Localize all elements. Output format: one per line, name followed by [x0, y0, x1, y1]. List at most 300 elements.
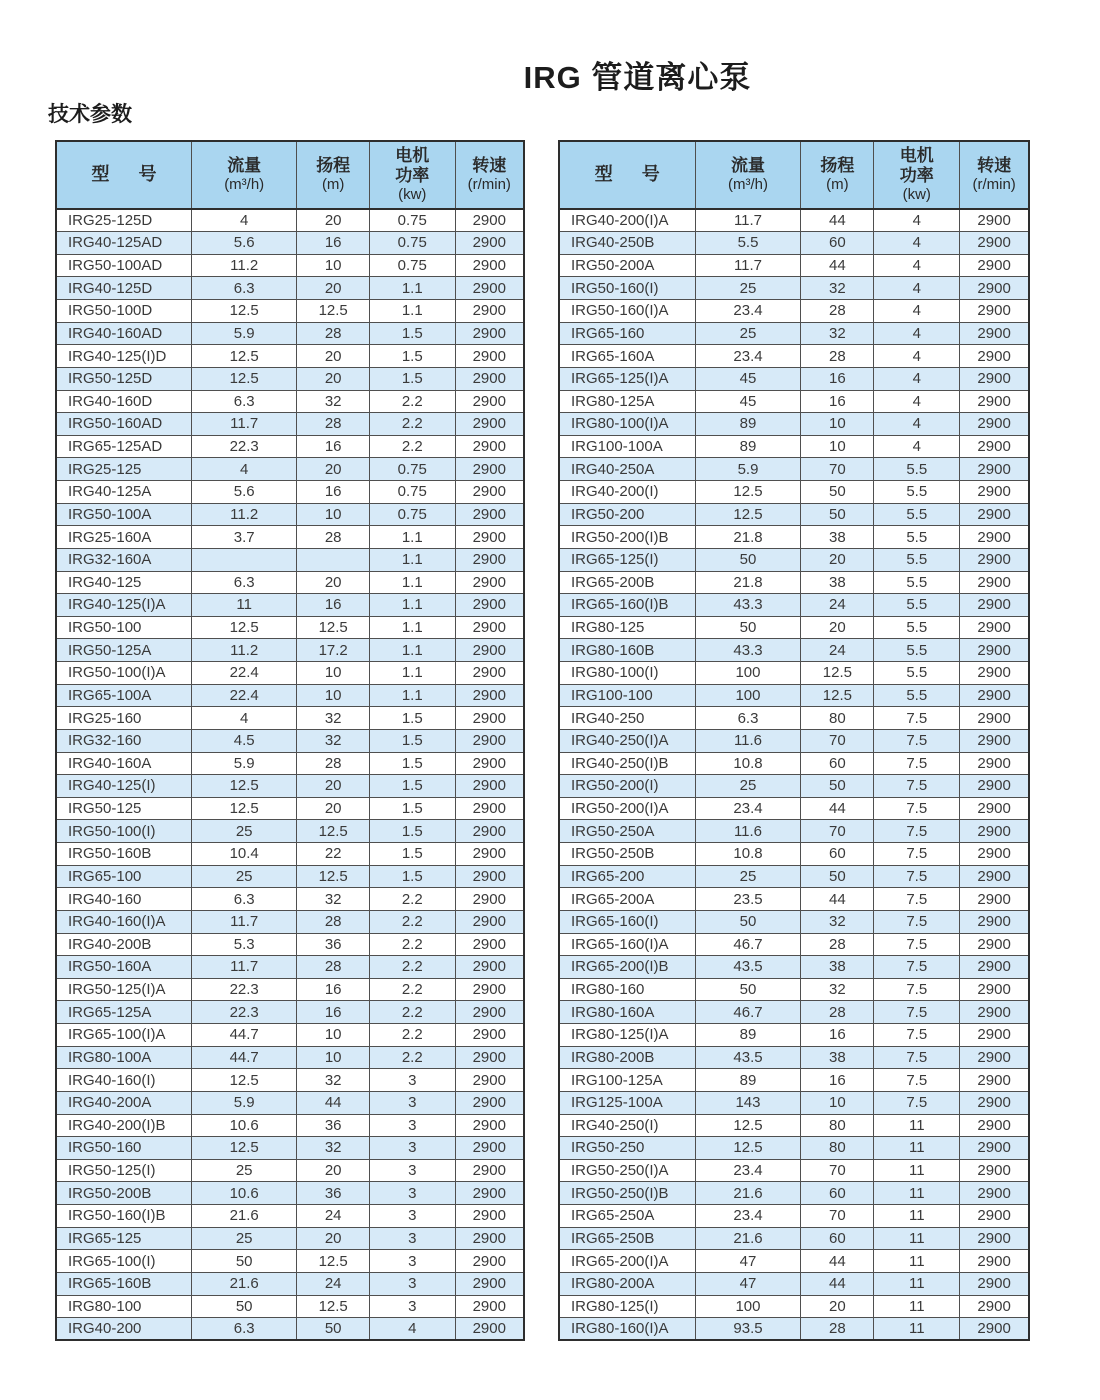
- model-cell: IRG40-250: [559, 707, 695, 730]
- power-cell: 7.5: [874, 1024, 960, 1047]
- speed-cell: 2900: [960, 752, 1029, 775]
- power-cell: 11: [874, 1205, 960, 1228]
- model-cell: IRG25-125D: [56, 209, 191, 232]
- power-cell: 1.5: [369, 345, 455, 368]
- model-cell: IRG50-160B: [56, 843, 191, 866]
- head-cell: 44: [801, 209, 874, 232]
- flow-cell: 3.7: [191, 526, 296, 549]
- model-cell: IRG40-250(I): [559, 1114, 695, 1137]
- table-row: [56, 956, 524, 979]
- model-cell: IRG80-100: [56, 1295, 191, 1318]
- table-row: [559, 752, 1029, 775]
- head-cell: 60: [801, 232, 874, 255]
- flow-cell: 4.5: [191, 729, 296, 752]
- power-cell: 4: [874, 209, 960, 232]
- model-cell: IRG50-100D: [56, 300, 191, 323]
- head-cell: 32: [297, 390, 370, 413]
- speed-cell: 2900: [960, 300, 1029, 323]
- flow-cell: 10.6: [191, 1114, 296, 1137]
- table-row: [559, 1295, 1029, 1318]
- table-row: [559, 1024, 1029, 1047]
- speed-cell: 2900: [455, 458, 524, 481]
- model-cell: IRG65-125A: [56, 1001, 191, 1024]
- flow-cell: 44.7: [191, 1046, 296, 1069]
- table-row: [559, 571, 1029, 594]
- section-heading: 技术参数: [48, 103, 132, 126]
- model-cell: IRG80-160: [559, 978, 695, 1001]
- model-cell: IRG50-160(I)A: [559, 300, 695, 323]
- power-cell: 1.1: [369, 639, 455, 662]
- flow-cell: 50: [191, 1250, 296, 1273]
- head-cell: 36: [297, 1182, 370, 1205]
- speed-cell: 2900: [960, 775, 1029, 798]
- model-cell: IRG50-125: [56, 797, 191, 820]
- power-cell: 3: [369, 1205, 455, 1228]
- flow-cell: 89: [695, 1069, 801, 1092]
- power-cell: 4: [874, 390, 960, 413]
- power-cell: 4: [874, 322, 960, 345]
- head-cell: 28: [297, 526, 370, 549]
- speed-cell: 2900: [960, 797, 1029, 820]
- power-cell: 7.5: [874, 888, 960, 911]
- power-cell: 1.5: [369, 797, 455, 820]
- table-row: [559, 775, 1029, 798]
- speed-cell: 2900: [960, 458, 1029, 481]
- flow-cell: 10.8: [695, 752, 801, 775]
- speed-cell: 2900: [455, 1205, 524, 1228]
- head-cell: 20: [297, 209, 370, 232]
- speed-cell: 2900: [455, 1024, 524, 1047]
- model-cell: IRG50-125(I): [56, 1159, 191, 1182]
- power-cell: 7.5: [874, 752, 960, 775]
- table-row: [56, 1137, 524, 1160]
- flow-cell: 5.9: [191, 752, 296, 775]
- model-cell: IRG80-100(I)A: [559, 413, 695, 436]
- model-cell: IRG40-160A: [56, 752, 191, 775]
- flow-cell: 4: [191, 707, 296, 730]
- table-row: [56, 888, 524, 911]
- flow-cell: 46.7: [695, 933, 801, 956]
- table-row: [559, 300, 1029, 323]
- head-cell: 28: [801, 345, 874, 368]
- model-cell: IRG40-200A: [56, 1091, 191, 1114]
- head-cell: 17.2: [297, 639, 370, 662]
- speed-cell: 2900: [960, 1295, 1029, 1318]
- speed-cell: 2900: [455, 548, 524, 571]
- head-cell: 10: [297, 503, 370, 526]
- speed-cell: 2900: [455, 1046, 524, 1069]
- speed-cell: 2900: [960, 978, 1029, 1001]
- table-row: [56, 775, 524, 798]
- power-cell: 11: [874, 1272, 960, 1295]
- model-cell: IRG80-160A: [559, 1001, 695, 1024]
- power-cell: 11: [874, 1182, 960, 1205]
- head-cell: 12.5: [297, 300, 370, 323]
- speed-cell: 2900: [455, 526, 524, 549]
- table-row: [559, 1069, 1029, 1092]
- flow-cell: 50: [191, 1295, 296, 1318]
- table-row: [559, 1001, 1029, 1024]
- spec-tables-container: [55, 140, 1030, 1341]
- model-cell: IRG65-200: [559, 865, 695, 888]
- model-cell: IRG65-100: [56, 865, 191, 888]
- head-cell: 10: [297, 254, 370, 277]
- model-cell: IRG40-160: [56, 888, 191, 911]
- table-row: [56, 978, 524, 1001]
- table-row: [56, 367, 524, 390]
- model-cell: IRG80-125(I): [559, 1295, 695, 1318]
- flow-cell: 22.4: [191, 684, 296, 707]
- head-cell: 44: [801, 1250, 874, 1273]
- flow-cell: 21.6: [191, 1272, 296, 1295]
- power-cell: 3: [369, 1069, 455, 1092]
- table-row: [559, 1046, 1029, 1069]
- speed-cell: 2900: [960, 413, 1029, 436]
- head-cell: 28: [801, 300, 874, 323]
- speed-cell: 2900: [455, 910, 524, 933]
- table-row: [56, 254, 524, 277]
- head-cell: 60: [801, 1227, 874, 1250]
- head-cell: 32: [801, 910, 874, 933]
- speed-cell: 2900: [455, 956, 524, 979]
- flow-cell: 12.5: [695, 1137, 801, 1160]
- power-cell: 0.75: [369, 503, 455, 526]
- speed-cell: 2900: [960, 1091, 1029, 1114]
- power-cell: 3: [369, 1114, 455, 1137]
- head-cell: 10: [297, 1046, 370, 1069]
- model-cell: IRG50-160(I)B: [56, 1205, 191, 1228]
- head-cell: 80: [801, 1137, 874, 1160]
- head-cell: 32: [801, 978, 874, 1001]
- speed-cell: 2900: [455, 594, 524, 617]
- col-header-model: 型 号: [56, 141, 191, 209]
- model-cell: IRG65-125AD: [56, 435, 191, 458]
- flow-cell: 11.7: [695, 254, 801, 277]
- power-cell: 0.75: [369, 458, 455, 481]
- speed-cell: 2900: [455, 797, 524, 820]
- model-cell: IRG65-160(I)A: [559, 933, 695, 956]
- table-row: [56, 548, 524, 571]
- model-cell: IRG65-250B: [559, 1227, 695, 1250]
- speed-cell: 2900: [960, 548, 1029, 571]
- head-cell: 20: [297, 797, 370, 820]
- head-cell: 32: [297, 1137, 370, 1160]
- head-cell: 32: [801, 322, 874, 345]
- head-cell: 60: [801, 752, 874, 775]
- head-cell: 24: [297, 1205, 370, 1228]
- head-cell: 50: [801, 775, 874, 798]
- flow-cell: 12.5: [191, 300, 296, 323]
- speed-cell: 2900: [960, 277, 1029, 300]
- power-cell: 7.5: [874, 1091, 960, 1114]
- head-cell: 16: [297, 978, 370, 1001]
- table-row: [56, 1272, 524, 1295]
- head-cell: 70: [801, 1159, 874, 1182]
- model-cell: IRG65-100(I): [56, 1250, 191, 1273]
- speed-cell: 2900: [455, 1159, 524, 1182]
- head-cell: 28: [801, 1318, 874, 1341]
- table-row: [559, 910, 1029, 933]
- model-cell: IRG80-100A: [56, 1046, 191, 1069]
- table-row: [56, 232, 524, 255]
- speed-cell: 2900: [960, 910, 1029, 933]
- table-row: [56, 1024, 524, 1047]
- power-cell: 0.75: [369, 254, 455, 277]
- model-cell: IRG50-100(I): [56, 820, 191, 843]
- model-cell: IRG40-125D: [56, 277, 191, 300]
- speed-cell: 2900: [960, 367, 1029, 390]
- speed-cell: 2900: [960, 526, 1029, 549]
- head-cell: 32: [297, 888, 370, 911]
- power-cell: 2.2: [369, 1024, 455, 1047]
- table-row: [559, 1250, 1029, 1273]
- speed-cell: 2900: [455, 1069, 524, 1092]
- table-row: [559, 1205, 1029, 1228]
- table-row: [559, 1159, 1029, 1182]
- flow-cell: 89: [695, 413, 801, 436]
- head-cell: 16: [297, 481, 370, 504]
- head-cell: 32: [297, 729, 370, 752]
- head-cell: 16: [801, 1069, 874, 1092]
- model-cell: IRG50-200B: [56, 1182, 191, 1205]
- model-cell: IRG50-100(I)A: [56, 662, 191, 685]
- flow-cell: 12.5: [191, 1137, 296, 1160]
- flow-cell: 89: [695, 1024, 801, 1047]
- flow-cell: 23.4: [695, 345, 801, 368]
- flow-cell: 25: [695, 277, 801, 300]
- flow-cell: 21.6: [695, 1227, 801, 1250]
- head-cell: 38: [801, 1046, 874, 1069]
- head-cell: 24: [801, 639, 874, 662]
- table-row: [56, 933, 524, 956]
- table-row: [56, 616, 524, 639]
- power-cell: 5.5: [874, 503, 960, 526]
- speed-cell: 2900: [455, 1272, 524, 1295]
- table-row: [559, 978, 1029, 1001]
- table-row: [559, 277, 1029, 300]
- page-title: IRG 管道离心泵: [523, 60, 752, 95]
- speed-cell: 2900: [455, 481, 524, 504]
- flow-cell: 5.9: [191, 322, 296, 345]
- head-cell: 50: [297, 1318, 370, 1341]
- col-header-flow: 流量 (m³/h): [695, 141, 801, 209]
- speed-cell: 2900: [455, 209, 524, 232]
- power-cell: 1.1: [369, 594, 455, 617]
- table-row: [559, 865, 1029, 888]
- power-cell: 2.2: [369, 933, 455, 956]
- head-cell: 24: [801, 594, 874, 617]
- flow-cell: 43.3: [695, 594, 801, 617]
- power-cell: 7.5: [874, 865, 960, 888]
- power-cell: 1.5: [369, 775, 455, 798]
- power-cell: 5.5: [874, 571, 960, 594]
- power-cell: 1.5: [369, 729, 455, 752]
- table-row: [559, 458, 1029, 481]
- head-cell: 20: [297, 1159, 370, 1182]
- table-row: [56, 571, 524, 594]
- model-cell: IRG50-200A: [559, 254, 695, 277]
- flow-cell: 25: [191, 865, 296, 888]
- power-cell: 5.5: [874, 526, 960, 549]
- power-cell: 7.5: [874, 956, 960, 979]
- speed-cell: 2900: [960, 390, 1029, 413]
- model-cell: IRG25-125: [56, 458, 191, 481]
- speed-cell: 2900: [455, 820, 524, 843]
- table-row: [56, 1091, 524, 1114]
- power-cell: 0.75: [369, 232, 455, 255]
- model-cell: IRG32-160A: [56, 548, 191, 571]
- model-cell: IRG80-100(I): [559, 662, 695, 685]
- head-cell: 12.5: [297, 820, 370, 843]
- table-row: [56, 707, 524, 730]
- power-cell: 5.5: [874, 481, 960, 504]
- head-cell: 20: [297, 458, 370, 481]
- table-row: [56, 1114, 524, 1137]
- speed-cell: 2900: [455, 707, 524, 730]
- flow-cell: 43.3: [695, 639, 801, 662]
- model-cell: IRG50-200(I)B: [559, 526, 695, 549]
- model-cell: IRG40-125(I): [56, 775, 191, 798]
- model-cell: IRG25-160A: [56, 526, 191, 549]
- flow-cell: 5.3: [191, 933, 296, 956]
- power-cell: 0.75: [369, 209, 455, 232]
- head-cell: 20: [801, 548, 874, 571]
- head-cell: 16: [801, 367, 874, 390]
- speed-cell: 2900: [960, 729, 1029, 752]
- power-cell: 2.2: [369, 1046, 455, 1069]
- model-cell: IRG100-125A: [559, 1069, 695, 1092]
- flow-cell: 11.6: [695, 820, 801, 843]
- col-header-head: 扬程 (m): [801, 141, 874, 209]
- model-cell: IRG40-160(I): [56, 1069, 191, 1092]
- head-cell: 16: [297, 435, 370, 458]
- table-row: [559, 594, 1029, 617]
- model-cell: IRG50-125A: [56, 639, 191, 662]
- speed-cell: 2900: [960, 571, 1029, 594]
- head-cell: 10: [297, 662, 370, 685]
- table-row: [559, 209, 1029, 232]
- model-cell: IRG50-100: [56, 616, 191, 639]
- head-cell: 44: [801, 254, 874, 277]
- model-cell: IRG50-250(I)A: [559, 1159, 695, 1182]
- speed-cell: 2900: [960, 254, 1029, 277]
- speed-cell: 2900: [455, 390, 524, 413]
- power-cell: 7.5: [874, 797, 960, 820]
- table-row: [56, 481, 524, 504]
- speed-cell: 2900: [455, 1318, 524, 1341]
- power-cell: 7.5: [874, 933, 960, 956]
- flow-cell: 12.5: [695, 1114, 801, 1137]
- model-cell: IRG80-160(I)A: [559, 1318, 695, 1341]
- power-cell: 1.5: [369, 843, 455, 866]
- flow-cell: 4: [191, 458, 296, 481]
- power-cell: 0.75: [369, 481, 455, 504]
- power-cell: 1.5: [369, 820, 455, 843]
- model-cell: IRG65-125(I): [559, 548, 695, 571]
- header-row: [56, 141, 524, 209]
- head-cell: 32: [297, 707, 370, 730]
- table-row: [559, 639, 1029, 662]
- model-cell: IRG40-200: [56, 1318, 191, 1341]
- power-cell: 2.2: [369, 910, 455, 933]
- speed-cell: 2900: [455, 571, 524, 594]
- flow-cell: 11.2: [191, 503, 296, 526]
- flow-cell: 6.3: [191, 277, 296, 300]
- table-row: [559, 729, 1029, 752]
- table-row: [56, 752, 524, 775]
- flow-cell: 23.5: [695, 888, 801, 911]
- head-cell: 10: [297, 1024, 370, 1047]
- power-cell: 7.5: [874, 1046, 960, 1069]
- model-cell: IRG50-125D: [56, 367, 191, 390]
- power-cell: 1.5: [369, 865, 455, 888]
- model-cell: IRG40-200(I): [559, 481, 695, 504]
- power-cell: 5.5: [874, 684, 960, 707]
- power-cell: 7.5: [874, 978, 960, 1001]
- head-cell: 44: [801, 1272, 874, 1295]
- speed-cell: 2900: [960, 1069, 1029, 1092]
- table-row: [56, 1205, 524, 1228]
- table-row: [56, 390, 524, 413]
- flow-cell: 12.5: [191, 797, 296, 820]
- head-cell: 38: [801, 956, 874, 979]
- table-row: [559, 367, 1029, 390]
- flow-cell: 11.2: [191, 254, 296, 277]
- flow-cell: 22.3: [191, 1001, 296, 1024]
- speed-cell: 2900: [960, 435, 1029, 458]
- speed-cell: 2900: [960, 1024, 1029, 1047]
- head-cell: 10: [297, 684, 370, 707]
- table-row: [56, 1182, 524, 1205]
- model-cell: IRG25-160: [56, 707, 191, 730]
- table-row: [56, 639, 524, 662]
- power-cell: 5.5: [874, 662, 960, 685]
- power-cell: 3: [369, 1091, 455, 1114]
- model-cell: IRG80-200A: [559, 1272, 695, 1295]
- col-header-power: 电机 功率 (kw): [369, 141, 455, 209]
- speed-cell: 2900: [960, 1159, 1029, 1182]
- flow-cell: 5.5: [695, 232, 801, 255]
- table-row: [56, 820, 524, 843]
- flow-cell: 11.7: [191, 956, 296, 979]
- flow-cell: 43.5: [695, 1046, 801, 1069]
- flow-cell: 10.6: [191, 1182, 296, 1205]
- table-row: [559, 232, 1029, 255]
- speed-cell: 2900: [455, 1114, 524, 1137]
- head-cell: 28: [297, 956, 370, 979]
- col-header-speed: 转速 (r/min): [960, 141, 1029, 209]
- power-cell: 1.5: [369, 322, 455, 345]
- table-row: [56, 843, 524, 866]
- spec-table-right: [558, 140, 1030, 1341]
- head-cell: 60: [801, 843, 874, 866]
- flow-cell: 11.7: [191, 910, 296, 933]
- table-row: [56, 729, 524, 752]
- head-cell: 38: [801, 526, 874, 549]
- model-cell: IRG100-100A: [559, 435, 695, 458]
- power-cell: 1.1: [369, 571, 455, 594]
- model-cell: IRG80-125: [559, 616, 695, 639]
- model-cell: IRG40-160AD: [56, 322, 191, 345]
- model-cell: IRG50-160AD: [56, 413, 191, 436]
- head-cell: 50: [801, 481, 874, 504]
- speed-cell: 2900: [960, 503, 1029, 526]
- power-cell: 4: [874, 277, 960, 300]
- flow-cell: 6.3: [191, 1318, 296, 1341]
- table-row: [56, 435, 524, 458]
- power-cell: 2.2: [369, 888, 455, 911]
- flow-cell: 21.8: [695, 526, 801, 549]
